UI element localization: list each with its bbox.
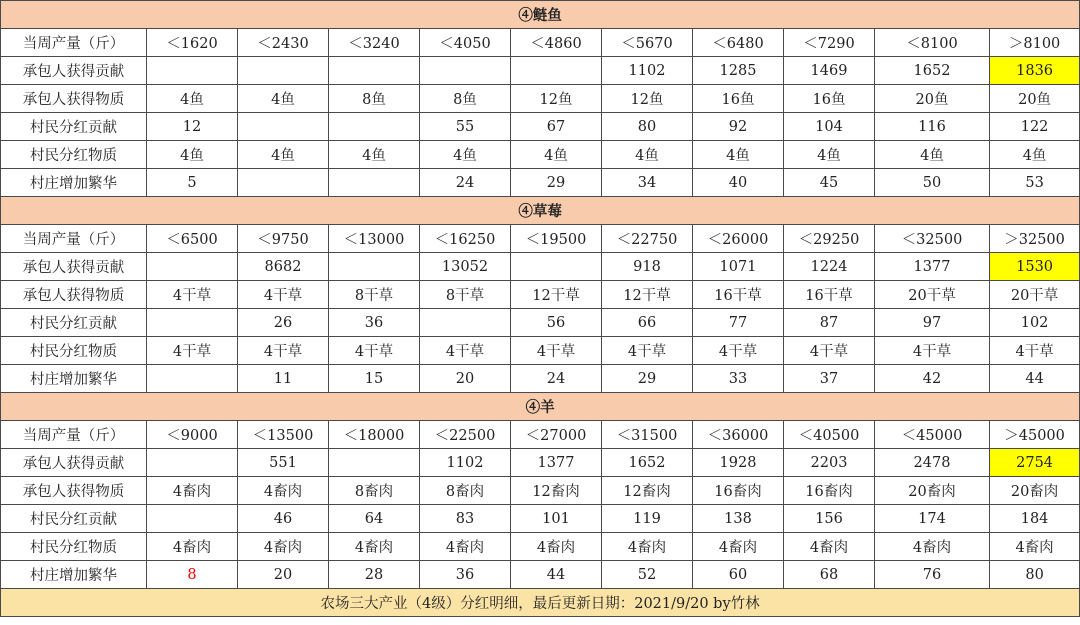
table-cell: 1285: [693, 57, 784, 85]
table-cell: 45: [784, 169, 875, 197]
row-label: 村民分红贡献: [1, 113, 147, 141]
table-cell: 4鱼: [602, 141, 693, 169]
table-cell: [147, 449, 238, 477]
weekly-output-row: [1, 29, 1080, 57]
table-cell: 4干草: [875, 337, 990, 365]
table-cell: 60: [693, 561, 784, 589]
table-cell: ＜26000: [693, 225, 784, 253]
table-cell: 12鱼: [511, 85, 602, 113]
table-cell: 101: [511, 505, 602, 533]
row-label: 承包人获得物质: [1, 85, 147, 113]
table-cell: 4鱼: [147, 85, 238, 113]
table-cell: 8干草: [329, 281, 420, 309]
table-cell: 4畜肉: [420, 533, 511, 561]
table-cell: 4畜肉: [602, 533, 693, 561]
table-cell: ＜6500: [147, 225, 238, 253]
table-cell: 8682: [238, 253, 329, 281]
row-label: 村民分红贡献: [1, 505, 147, 533]
table-cell: ＜13000: [329, 225, 420, 253]
table-cell: 20畜肉: [875, 477, 990, 505]
row-label: 村庄增加繁华: [1, 169, 147, 197]
table-cell: 12畜肉: [602, 477, 693, 505]
table-cell: 116: [875, 113, 990, 141]
villager-material-row: [1, 337, 1080, 365]
table-cell: ＜9000: [147, 421, 238, 449]
table-cell: ＜13500: [238, 421, 329, 449]
table-cell: 8鱼: [420, 85, 511, 113]
table-cell: [238, 57, 329, 85]
table-cell: 80: [602, 113, 693, 141]
table-cell: 87: [784, 309, 875, 337]
table-cell: 104: [784, 113, 875, 141]
table-cell: 20鱼: [990, 85, 1080, 113]
contractor-material-row: [1, 477, 1080, 505]
table-cell: 156: [784, 505, 875, 533]
table-cell: [147, 505, 238, 533]
table-cell: 4畜肉: [990, 533, 1080, 561]
table-cell: 4干草: [511, 337, 602, 365]
village-prosperity-row: [1, 169, 1080, 197]
table-cell: 4鱼: [693, 141, 784, 169]
contractor-contribution-row: [1, 57, 1080, 85]
table-cell: 44: [990, 365, 1080, 393]
table-cell: ＜2430: [238, 29, 329, 57]
table-cell: ＜36000: [693, 421, 784, 449]
table-cell: 1102: [420, 449, 511, 477]
row-label: 村庄增加繁华: [1, 561, 147, 589]
table-cell: [511, 57, 602, 85]
table-cell: 184: [990, 505, 1080, 533]
table-cell: 34: [602, 169, 693, 197]
table-cell: ＜18000: [329, 421, 420, 449]
table-cell: 4畜肉: [693, 533, 784, 561]
table-cell: 16干草: [693, 281, 784, 309]
table-cell: 918: [602, 253, 693, 281]
table-cell: 13052: [420, 253, 511, 281]
table-cell: 68: [784, 561, 875, 589]
table-cell: ＜5670: [602, 29, 693, 57]
table-cell: [238, 113, 329, 141]
table-cell: 20鱼: [875, 85, 990, 113]
table-cell: 2754: [990, 449, 1080, 477]
table-cell: 26: [238, 309, 329, 337]
table-cell: 4干草: [329, 337, 420, 365]
table-cell: 2203: [784, 449, 875, 477]
table-cell: 12干草: [511, 281, 602, 309]
villager-material-row: [1, 141, 1080, 169]
table-cell: 4畜肉: [238, 477, 329, 505]
table-cell: 36: [329, 309, 420, 337]
table-cell: 8鱼: [329, 85, 420, 113]
table-cell: 20: [420, 365, 511, 393]
row-label: 当周产量（斤）: [1, 29, 147, 57]
footer-row: [1, 589, 1080, 617]
table-cell: [329, 169, 420, 197]
table-cell: [420, 57, 511, 85]
contractor-contribution-row: [1, 253, 1080, 281]
table-cell: 119: [602, 505, 693, 533]
table-cell: [420, 309, 511, 337]
table-cell: 1377: [875, 253, 990, 281]
table-cell: 4畜肉: [875, 533, 990, 561]
table-cell: [147, 309, 238, 337]
table-cell: 4干草: [420, 337, 511, 365]
row-label: 村民分红贡献: [1, 309, 147, 337]
table-cell: 1071: [693, 253, 784, 281]
table-cell: 50: [875, 169, 990, 197]
table-cell: 4畜肉: [784, 533, 875, 561]
table-cell: 42: [875, 365, 990, 393]
table-cell: 4鱼: [329, 141, 420, 169]
table-cell: [511, 253, 602, 281]
table-cell: 1224: [784, 253, 875, 281]
table-cell: 1928: [693, 449, 784, 477]
table-cell: 36: [420, 561, 511, 589]
contractor-material-row: [1, 85, 1080, 113]
table-cell: 4畜肉: [238, 533, 329, 561]
table-cell: [147, 57, 238, 85]
table-cell: 11: [238, 365, 329, 393]
table-cell: ＜27000: [511, 421, 602, 449]
row-label: 承包人获得贡献: [1, 449, 147, 477]
table-cell: ＜6480: [693, 29, 784, 57]
table-cell: 174: [875, 505, 990, 533]
table-cell: 4鱼: [420, 141, 511, 169]
table-cell: ＜4860: [511, 29, 602, 57]
table-cell: 1377: [511, 449, 602, 477]
footer-note: 农场三大产业（4级）分红明细，最后更新日期：2021/9/20 by竹林: [1, 589, 1080, 617]
table-cell: ＜22750: [602, 225, 693, 253]
table-cell: 29: [511, 169, 602, 197]
weekly-output-row: [1, 421, 1080, 449]
table-cell: 122: [990, 113, 1080, 141]
row-label: 承包人获得物质: [1, 477, 147, 505]
row-label: 村庄增加繁华: [1, 365, 147, 393]
table-cell: [329, 449, 420, 477]
table-cell: 16干草: [784, 281, 875, 309]
table-cell: 4干草: [693, 337, 784, 365]
table-cell: 12干草: [602, 281, 693, 309]
table-body: [1, 1, 1080, 617]
table-cell: ＜22500: [420, 421, 511, 449]
table-cell: 102: [990, 309, 1080, 337]
row-label: 当周产量（斤）: [1, 225, 147, 253]
table-cell: [147, 253, 238, 281]
table-cell: [238, 169, 329, 197]
table-cell: 55: [420, 113, 511, 141]
section-header-row: [1, 393, 1080, 421]
table-cell: ＜40500: [784, 421, 875, 449]
table-cell: 56: [511, 309, 602, 337]
table-cell: 44: [511, 561, 602, 589]
table-cell: 20干草: [875, 281, 990, 309]
table-cell: ＜19500: [511, 225, 602, 253]
villager-contribution-row: [1, 309, 1080, 337]
table-cell: 76: [875, 561, 990, 589]
table-cell: 4干草: [238, 337, 329, 365]
row-label: 村民分红物质: [1, 337, 147, 365]
village-prosperity-row: [1, 561, 1080, 589]
table-cell: 1836: [990, 57, 1080, 85]
table-cell: 4鱼: [990, 141, 1080, 169]
table-cell: 4鱼: [875, 141, 990, 169]
table-cell: 83: [420, 505, 511, 533]
table-cell: 12鱼: [602, 85, 693, 113]
table-cell: 40: [693, 169, 784, 197]
table-cell: 16鱼: [693, 85, 784, 113]
table-cell: 46: [238, 505, 329, 533]
table-cell: 4干草: [990, 337, 1080, 365]
table-cell: ＜7290: [784, 29, 875, 57]
table-cell: 92: [693, 113, 784, 141]
table-cell: ＜16250: [420, 225, 511, 253]
section-header-row: [1, 197, 1080, 225]
table-cell: 4畜肉: [147, 477, 238, 505]
table-cell: 24: [511, 365, 602, 393]
table-cell: 16畜肉: [693, 477, 784, 505]
table-cell: ＜1620: [147, 29, 238, 57]
table-cell: ＜3240: [329, 29, 420, 57]
table-cell: 37: [784, 365, 875, 393]
table-cell: [329, 57, 420, 85]
table-cell: 4干草: [238, 281, 329, 309]
row-label: 承包人获得贡献: [1, 253, 147, 281]
table-cell: ＞45000: [990, 421, 1080, 449]
table-cell: [329, 113, 420, 141]
table-cell: 4干草: [602, 337, 693, 365]
table-cell: 4鱼: [511, 141, 602, 169]
table-cell: 77: [693, 309, 784, 337]
contractor-material-row: [1, 281, 1080, 309]
table-cell: 97: [875, 309, 990, 337]
row-label: 村民分红物质: [1, 141, 147, 169]
table-cell: [329, 253, 420, 281]
table-cell: ＞8100: [990, 29, 1080, 57]
table-cell: 1469: [784, 57, 875, 85]
section-header-row: [1, 1, 1080, 29]
table-cell: ＞32500: [990, 225, 1080, 253]
table-cell: 4鱼: [238, 141, 329, 169]
row-label: 当周产量（斤）: [1, 421, 147, 449]
table-cell: 52: [602, 561, 693, 589]
villager-contribution-row: [1, 113, 1080, 141]
weekly-output-row: [1, 225, 1080, 253]
table-cell: 15: [329, 365, 420, 393]
table-cell: 5: [147, 169, 238, 197]
table-cell: 67: [511, 113, 602, 141]
table-cell: 4干草: [147, 281, 238, 309]
table-cell: 16鱼: [784, 85, 875, 113]
table-cell: 1652: [602, 449, 693, 477]
table-cell: 8畜肉: [420, 477, 511, 505]
table-cell: 1530: [990, 253, 1080, 281]
villager-material-row: [1, 533, 1080, 561]
table-cell: [147, 365, 238, 393]
table-cell: 4畜肉: [329, 533, 420, 561]
table-cell: 64: [329, 505, 420, 533]
table-cell: ＜31500: [602, 421, 693, 449]
table-cell: 4畜肉: [147, 533, 238, 561]
table-cell: ＜4050: [420, 29, 511, 57]
table-cell: ＜32500: [875, 225, 990, 253]
table-cell: ＜29250: [784, 225, 875, 253]
table-cell: 28: [329, 561, 420, 589]
table-cell: 29: [602, 365, 693, 393]
table-cell: ＜45000: [875, 421, 990, 449]
table-cell: 4鱼: [784, 141, 875, 169]
table-cell: 4鱼: [238, 85, 329, 113]
table-cell: 138: [693, 505, 784, 533]
table-cell: 551: [238, 449, 329, 477]
table-cell: 12畜肉: [511, 477, 602, 505]
row-label: 村民分红物质: [1, 533, 147, 561]
table-cell: 80: [990, 561, 1080, 589]
table-cell: 20干草: [990, 281, 1080, 309]
row-label: 承包人获得物质: [1, 281, 147, 309]
table-cell: ＜9750: [238, 225, 329, 253]
table-cell: 53: [990, 169, 1080, 197]
table-cell: 66: [602, 309, 693, 337]
table-cell: 24: [420, 169, 511, 197]
section-title: ④羊: [1, 393, 1080, 421]
table-cell: 4鱼: [147, 141, 238, 169]
table-cell: 8畜肉: [329, 477, 420, 505]
table-cell: 8: [147, 561, 238, 589]
table-cell: 20: [238, 561, 329, 589]
section-title: ④鲢鱼: [1, 1, 1080, 29]
table-cell: 16畜肉: [784, 477, 875, 505]
table-cell: 1102: [602, 57, 693, 85]
villager-contribution-row: [1, 505, 1080, 533]
table-cell: 33: [693, 365, 784, 393]
table-cell: ＜8100: [875, 29, 990, 57]
table-cell: 4畜肉: [511, 533, 602, 561]
table-cell: 4干草: [784, 337, 875, 365]
row-label: 承包人获得贡献: [1, 57, 147, 85]
table-cell: 4干草: [147, 337, 238, 365]
section-title: ④草莓: [1, 197, 1080, 225]
table-cell: 20畜肉: [990, 477, 1080, 505]
table-cell: 2478: [875, 449, 990, 477]
table-cell: 12: [147, 113, 238, 141]
table-cell: 8干草: [420, 281, 511, 309]
table-cell: 1652: [875, 57, 990, 85]
contractor-contribution-row: [1, 449, 1080, 477]
village-prosperity-row: [1, 365, 1080, 393]
